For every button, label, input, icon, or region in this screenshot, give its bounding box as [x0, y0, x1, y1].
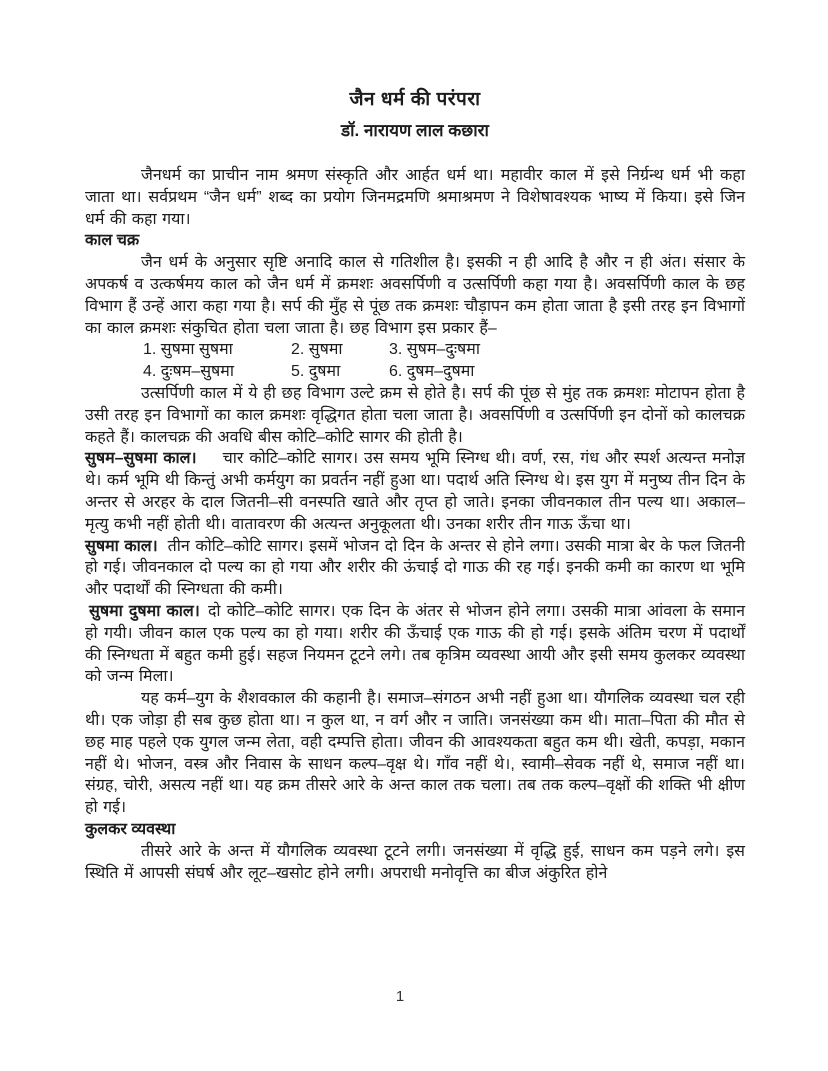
sushama-text: तीन कोटि–कोटि सागर। इसमें भोजन दो दिन के अन्तर से होने लगा। उसकी मात्रा बेर के फल जितनी हो गई। जीवनकाल दो पल्य का हो गया और शरीर की ऊंचाई दो गाऊ की रह गई। इनकी कमी का कारण था भूमि और पदार्थों की स्निग्धता की कमी।: [85, 537, 745, 599]
intro-paragraph: जैनधर्म का प्राचीन नाम श्रमण संस्कृति और आर्हत धर्म था। महावीर काल में इसे निर्ग्रन्थ धर्म भी कहा जाता था। सर्वप्रथम “जैन धर्म” शब्द का प्रयोग जिनमद्रमणि श्रमाश्रमण ने विशेषावश्यक भाष्य में किया। इसे जिन धर्म की कहा गया।: [85, 167, 745, 228]
sushama-sushama-text: चार कोटि–कोटि सागर। उस समय भूमि स्निग्ध थी। वर्ण, रस, गंध और स्पर्श अत्यन्त मनोज्ञ थे। कर्म भूमि थी किन्तुं अभी कर्मयुग का प्रवर्तन नहीं हुआ था। पदार्थ अति स्निग्ध थे। इस युग में मनुष्य तीन दिन के अन्तर से अरहर के दाल जितनी–सी वनस्पति खाते और तृप्त हो जाते। इनका जीवनकाल तीन पल्य था। अकाल–मृत्यु कभी नहीं होती थी। वातावरण की अत्यन्त अनुकूलता थी। उनका शरीर तीन गाऊ ऊँचा था।: [85, 450, 745, 533]
sushama-sushama-lead: सुषम–सुषमा काल।: [85, 450, 197, 468]
section-heading-kulkar: कुलकर व्यवस्था: [85, 820, 176, 838]
utsarpini-paragraph: उत्सर्पिणी काल में ये ही छह विभाग उल्टे क्रम से होते है। सर्प की पूंछ से मुंह तक क्रमशः मोटापन होता है उसी तरह इन विभागों का काल क्रमशः वृद्धिगत होता चला जाता है। अवसर्पिणी व उत्सर्पिणी इन दोनों को कालचक्र कहते हैं। कालचक्र की अवधि बीस कोटि–कोटि सागर की होती है।: [85, 384, 745, 446]
karma-yug-paragraph: यह कर्म–युग के शैशवकाल की कहानी है। समाज–संगठन अभी नहीं हुआ था। यौगलिक व्यवस्था चल रही थी। एक जोड़ा ही सब कुछ होता था। न कुल था, न वर्ग और न जाति। जनसंख्या कम थी। माता–पिता की मौत से छह माह पहले एक युगल जन्म लेता, वही दम्पत्ति होता। जीवन की आवश्यकता बहुत कम थी। खेती, कपड़ा, मकान नहीं थे। भोजन, वस्त्र और निवास के साधन कल्प–वृक्ष थे। गाँव नहीं थे।, स्वामी–सेवक नहीं थे, समाज नहीं था। संग्रह, चोरी, असत्य नहीं था। यह क्रम तीसरे आरे के अन्त काल तक चला। तब तक कल्प–वृक्षों की शक्ति भी क्षीण हो गई।: [85, 690, 745, 817]
sushama-sushama-paragraph: [85, 448, 745, 535]
list-item: 2. सुषमा: [291, 341, 343, 359]
body-text: [85, 165, 745, 884]
kulkar-paragraph: तीसरे आरे के अन्त में यौगलिक व्यवस्था टूटने लगी। जनसंख्या में वृद्धि हुई, साधन कम पड़ने लगे। इस स्थिति में आपसी संघर्ष और लूट–खसोट होने लगी। अपराधी मनोवृत्ति का बीज अंकुरित होने: [85, 842, 745, 882]
sushama-paragraph: [85, 536, 745, 601]
kaal-chakra-paragraph: जैन धर्म के अनुसार सृष्टि अनादि काल से गतिशील है। इसकी न ही आदि है और न ही अंत। संसार के अपकर्ष व उत्कर्षमय काल को जैन धर्म में क्रमशः अवसर्पिणी व उत्सर्पिणी कहा गया है। अवसर्पिणी काल के छह विभाग हैं उन्हें आरा कहा गया है। सर्प की मुँह से पूंछ तक क्रमशः चौड़ापन कम होता जाता है इसी तरह इन विभागों का काल क्रमशः संकुचित होता चला जाता है। छह विभाग इस प्रकार हैं–: [85, 254, 745, 337]
sushama-dushama-paragraph: [85, 601, 745, 688]
list-item: 5. दुषमा: [291, 363, 341, 381]
page-number: 1: [395, 988, 405, 1005]
sushama-lead: सुषमा काल।: [85, 537, 158, 555]
list-item: 3. सुषम–दुःषमा: [389, 341, 481, 359]
list-item: 6. दुषम–दुषमा: [389, 363, 475, 381]
division-list-row-2: [85, 361, 745, 383]
document-content: [85, 88, 745, 884]
sushama-dushama-lead: सुषमा दुषमा काल।: [89, 602, 200, 620]
page-title: जैन धर्म की परंपरा: [349, 89, 481, 110]
list-item: 4. दुःषम–सुषमा: [143, 363, 235, 381]
division-list-row-1: [85, 339, 745, 361]
list-item: 1. सुषमा सुषमा: [143, 341, 233, 359]
author-line: डॉ. नारायण लाल कछारा: [341, 121, 489, 140]
section-heading-kaal-chakra: काल चक्र: [85, 232, 140, 250]
sushama-dushama-text: दो कोटि–कोटि सागर। एक दिन के अंतर से भोजन होने लगा। उसकी मात्रा आंवला के समान हो गयी। जीवन काल एक पल्य का हो गया। शरीर की ऊँचाई एक गाऊ की हो गई। इसके अंतिम चरण में पदार्थों की स्निग्धता में बहुत कमी हुई। सहज नियमन टूटने लगे। तब कृत्रिम व्यवस्था आयी और इसी समय कुलकर व्यवस्था को जन्म मिला।: [85, 602, 746, 686]
